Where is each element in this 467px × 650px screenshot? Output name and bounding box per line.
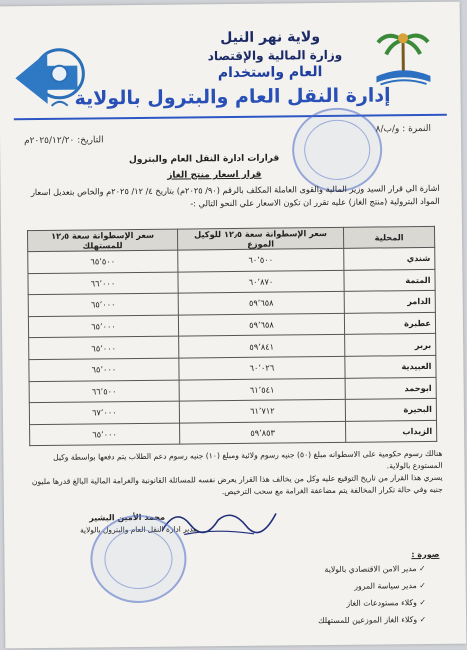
decision-notes: [31, 448, 442, 500]
cell-locality: العبيدية: [345, 355, 436, 378]
official-stamp: [292, 107, 383, 192]
state-name: ولاية نهر النيل: [220, 29, 321, 47]
cell-agent-price: ٥٩٬٦٥٨: [178, 292, 344, 315]
copies-label: صورة :: [411, 549, 440, 560]
cell-agent-price: ٦٠٬٥٠٠: [178, 248, 344, 271]
table-row: [30, 420, 437, 446]
cell-agent-price: ٦٠٬٠٢٦: [179, 356, 345, 379]
administration-name: إدارة النقل العام والبترول بالولاية: [74, 84, 391, 110]
reference-number: النمرة : و/ب/۸: [375, 123, 432, 135]
document-page: [0, 2, 466, 649]
cell-locality: المتمة: [344, 269, 435, 292]
ministry-name: وزارة المالية والإقتصاد: [207, 47, 343, 64]
document-date: التاريخ: ٢٠٢٥/١٢/٢٠م: [24, 135, 104, 147]
cell-agent-price: ٦١٬٥٤١: [179, 378, 345, 401]
signatory-name: محمد الأمين البشير: [89, 512, 166, 523]
cell-agent-price: ٥٩٬٨٤١: [179, 335, 345, 358]
cell-consumer-price: ٦٥٬٠٠٠: [30, 423, 180, 446]
cell-locality: الزيداب: [346, 420, 437, 443]
list-item: ✓ مدير سياسة المرور: [318, 577, 426, 595]
cell-agent-price: ٥٩٬٨٥٣: [179, 421, 345, 444]
cell-locality: عطبرة: [344, 312, 435, 335]
cell-consumer-price: ٦٥٬٠٠٠: [28, 315, 178, 338]
department-name: العام واستخدام: [217, 64, 323, 82]
list-item: ✓ مدير الامن الاقتصادي بالولاية: [317, 560, 425, 578]
cell-locality: بربر: [345, 334, 436, 357]
header-consumer-price: سعر الإسطوانة سعة ١٢٫٥ للمستهلك: [28, 229, 178, 252]
cell-consumer-price: ٦٥٬٠٠٠: [29, 336, 179, 359]
decision-paragraph: اشارة الي قرار السيد وزير المالية والقوى العاملة المكلف بالرقم (٩٠/ ٢٠٢٥م) بتاريخ ٤/ ١٢/ ٢٠٢٥م والخاص بتعديل اسعار المواد البترولية (منتج الغاز) عليه تقرر ان تكون الاسعار علي النحو التالي :-: [30, 182, 440, 209]
header-agent-price: سعر الإسطوانة سعة ١٢٫٥ للوكيل الموزع: [177, 227, 343, 250]
cell-consumer-price: ٦٧٬٠٠٠: [29, 401, 179, 424]
cell-locality: ابوحمد: [345, 377, 436, 400]
cell-consumer-price: ٦٥٬٠٠٠: [29, 358, 179, 381]
cell-consumer-price: ٦٦٬٠٠٠: [28, 272, 178, 295]
copies-list: [317, 560, 426, 629]
cell-agent-price: ٥٩٬٦٥٨: [178, 313, 344, 336]
list-item: ✓ وكلاء الغاز الموزعين للمستهلك: [318, 611, 426, 629]
signature-stamp: [90, 514, 187, 603]
header-locality: المحلية: [343, 226, 434, 248]
cell-agent-price: ٦١٬٧١٢: [179, 399, 345, 422]
cell-locality: شندي: [344, 247, 435, 270]
cell-locality: الدامر: [344, 291, 435, 314]
cell-consumer-price: ٦٥٬٥٠٠: [28, 250, 178, 273]
cell-consumer-price: ٦٥٬٠٠٠: [28, 293, 178, 316]
price-table: [27, 226, 437, 447]
signatory-title: مدير ادارة النقل العام والبترول بالولاية: [79, 524, 198, 535]
note-penalty: يسري هذا القرار من تاريخ التوقيع عليه وكل من يخالف هذا القرار يعرض نفسه للمسائلة القانونية والغرامة المالية البالغ قدرها مليون جنيه وفي حالة تكرار المخالفة يتم مضاعفة الغرامة مع سحب الترخيص.: [31, 472, 443, 496]
cell-locality: البحيرة: [345, 399, 436, 422]
cell-consumer-price: ٦٦٬٥٠٠: [29, 380, 179, 403]
cell-agent-price: ٦٠٬٨٧٠: [178, 270, 344, 293]
list-item: ✓ وكلاء مستودعات الغاز: [318, 594, 426, 612]
state-emblem: [368, 20, 439, 93]
decision-subject: قرار اسعار منتج الغاز: [167, 169, 262, 181]
decision-title: قرارات ادارة النقل العام والبترول: [128, 153, 280, 166]
note-fees: هنالك رسوم حكومية على الاسطوانه مبلغ (٥٠) جنيه رسوم ولائية ومبلغ (١٠) جنيه رسوم دعم الطلاب يتم دفعها بواسطة وكيل المستودع بالولاية.: [53, 448, 443, 470]
